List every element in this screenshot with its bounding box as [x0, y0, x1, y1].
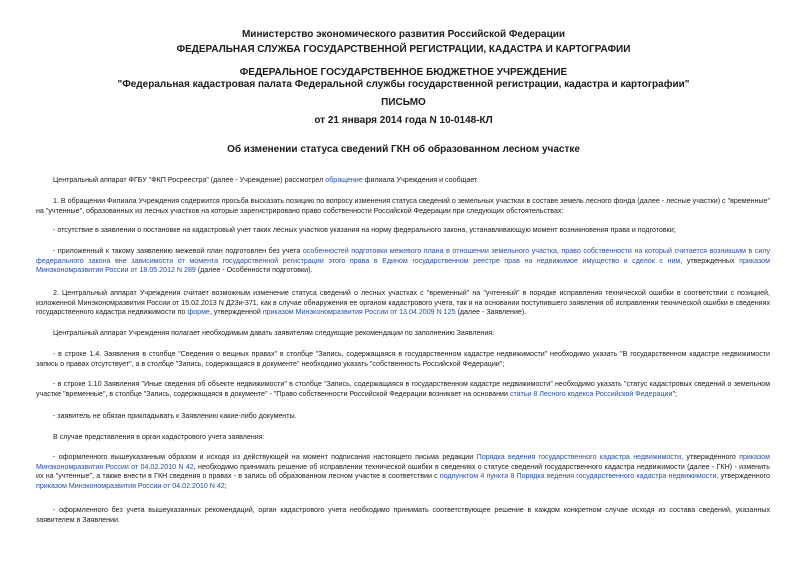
- paragraph-line-1-4: - в строке 1.4. Заявления в столбце "Сведения о вещных правах" в столбце "Запись, содержащаяся в государственном кадастре недвижимости" необходимо указать "В государственном кадастре недвижимости запись о правах отсутствует", а в столбце "Запись, содержащаяся в документе" необходимо указать "собственность Российской Федерации";: [36, 350, 770, 368]
- text-run: , утвержденного: [716, 472, 770, 481]
- text-run: - приложенный к такому заявлению межевой план подготовлен без учета: [53, 247, 303, 255]
- text-run: филиала Учреждения и сообщает.: [362, 176, 479, 184]
- document-subject: Об изменении статуса сведений ГКН об образованном лесном участке: [227, 144, 580, 155]
- paragraph-condition-1: - отсутствие в заявлении о постановке на кадастровый учет таких лесных участков указания на норму федерального закона, устанавливающую момент возникновения права и подготовки;: [53, 226, 676, 234]
- text-run: - оформленного вышеуказанным образом и исходя из действующей на момент подписания настоящего письма редакции: [53, 453, 477, 461]
- text-run: , необходимо принимать решение об исправлении технической ошибки в сведениях о статусе сведений государственного кадастра недвижимости (далее - ГКН) - изменить их на "учтенные", а также внести в ГКН сведения о правах - в запись об образованном лесном участке в соответствии с: [36, 462, 770, 481]
- paragraph-condition-2: [36, 247, 770, 276]
- link-appeal[interactable]: обращение: [325, 176, 363, 184]
- text-run: - в строке 1.10 Заявления "Иные сведения об объекте недвижимости" в столбце "Запись, содержащаяся в государственном кадастре недвижимости" необходимо указать "статус кадастровых сведений о земельном участке "временные", в столбце "Запись, содержащаяся в документе" - "Право собственности Российской Федерации возникает на основании: [36, 380, 770, 398]
- paragraph-no-documents: - заявитель не обязан прикладывать к Заявлению какие-либо документы.: [53, 412, 297, 420]
- paragraph-recommendations: Центральный аппарат Учреждения полагает необходимым давать заявителям следующие рекомендации по заполнению Заявления:: [53, 329, 495, 337]
- text-run: Центральный аппарат ФГБУ "ФКП Росреестра" (далее - Учреждение) рассмотрел: [53, 176, 326, 184]
- link-cadastre-procedure[interactable]: Порядка ведения государственного кадастра недвижимости: [476, 453, 682, 461]
- document-date-number: от 21 января 2014 года N 10-0148-КЛ: [314, 115, 493, 126]
- link-order-289[interactable]: приказом Минэкономразвития России от 18.05.2012 N 289: [36, 256, 770, 275]
- text-run: 2. Центральный аппарат Учреждения считает возможным изменение статуса сведений о лесных участках с "временный" на "учтенный" в порядке исправления технической ошибки в соответствии с позицией, изложенной Минэкономразвития России от 15.02.2013 N Д23и-371, как в случае обнаружения ее органом кадастрового учета, так и на основании поступившего заявления об исправлении технической ошибки в сведениях государственного кадастра недвижимости по: [36, 289, 770, 317]
- text-run: ";: [672, 389, 677, 398]
- link-order-125[interactable]: приказом Минэкономразвития России от 13.04.2009 N 125: [262, 308, 456, 317]
- paragraph-case-formatted: [36, 453, 770, 491]
- text-run: (далее - Заявление).: [455, 308, 527, 317]
- institution-full-name: "Федеральная кадастровая палата Федеральной службы государственной регистрации, кадастра и картографии": [117, 79, 690, 90]
- paragraph-case-unformatted: - оформленного без учета вышеуказанных рекомендаций, орган кадастрового учета необходимо принимать соответствующее решение в каждом конкретном случае исходя из состава сведений, указанных заявителем в Заявлении.: [36, 506, 770, 524]
- link-order-42[interactable]: приказом Минэкономразвития России от 04.02.2010 N 42: [36, 453, 770, 471]
- service-name: ФЕДЕРАЛЬНАЯ СЛУЖБА ГОСУДАРСТВЕННОЙ РЕГИСТРАЦИИ, КАДАСТРА И КАРТОГРАФИИ: [176, 44, 631, 55]
- text-run: (далее - Особенности подготовки).: [195, 266, 313, 275]
- text-run: ;: [224, 481, 227, 490]
- text-run: , утвержденных: [680, 256, 740, 265]
- paragraph-case: В случае представления в орган кадастрового учета заявления:: [53, 433, 265, 441]
- institution-name: ФЕДЕРАЛЬНОЕ ГОСУДАРСТВЕННОЕ БЮДЖЕТНОЕ УЧРЕЖДЕНИЕ: [239, 67, 568, 78]
- paragraph-2: [36, 289, 770, 318]
- paragraph-intro: [36, 176, 770, 186]
- ministry-name: Министерство экономического развития Российской Федерации: [241, 29, 566, 40]
- link-order-42-second[interactable]: приказом Минэкономразвития России от 04.02.2010 N 42: [36, 481, 225, 490]
- document-type: ПИСЬМО: [381, 97, 426, 108]
- link-forest-code-article-8[interactable]: статьи 8 Лесного кодекса Российской Федерации: [509, 389, 673, 398]
- paragraph-1: 1. В обращении Филиала Учреждения содержится просьба высказать позицию по вопросу изменения статуса сведений о земельных участках в составе земель лесного фонда (далее - лесные участки) с "временные" на "учтенные", образованных из лесных участков на которые зарегистрировано право собственности Российской Федерации при следующих обстоятельствах:: [36, 197, 770, 215]
- text-run: , утвержденного: [681, 453, 740, 461]
- link-survey-plan-features[interactable]: особенностей подготовки межевого плана в отношении земельного участка, право собственности на который считается возникшим в силу федерального закона вне зависимости от момента государственной регистрации этого права в Едином государственном реестре прав на недвижимое имущество и сделок с ним: [36, 247, 770, 265]
- paragraph-line-1-10: [36, 380, 770, 399]
- text-run: , утвержденной: [209, 308, 263, 317]
- link-subclause-4-clause-8[interactable]: подпунктом 4 пункта 8 Порядка ведения государственного кадастра недвижимости: [439, 472, 717, 481]
- link-form[interactable]: форме: [187, 308, 210, 317]
